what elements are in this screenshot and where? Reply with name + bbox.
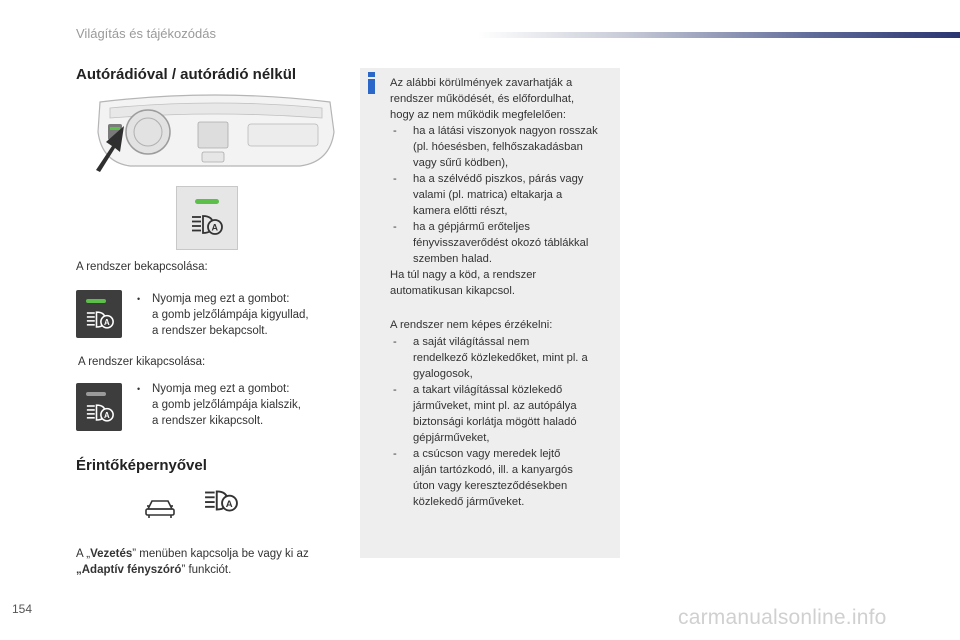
activate-step-line: Nyomja meg ezt a gombot: (152, 293, 290, 305)
svg-text:A: A (103, 317, 110, 327)
info-icon-dot (368, 72, 375, 77)
list-line: alján tartózkodó, ill. a kanyargós (413, 464, 573, 476)
auto-high-beam-icon (86, 310, 114, 330)
list-line: ha a látási viszonyok nagyon rosszak (413, 125, 598, 137)
list-line: biztonsági korlátja mögött haladó (413, 416, 577, 428)
info-intro-line: hogy az nem működik megfelelően: (390, 109, 566, 121)
dashboard-illustration (90, 92, 340, 180)
info-intro-line: Az alábbi körülmények zavarhatják a (390, 77, 573, 89)
fog-note (390, 267, 615, 299)
section-title-touchscreen: Érintőképernyővel (76, 457, 207, 474)
fog-note-line: automatikusan kikapcsol. (390, 285, 515, 297)
list-item-text (413, 334, 618, 382)
pointer-arrow-icon (92, 124, 126, 174)
list-line: a csúcson vagy meredek lejtő (413, 448, 561, 460)
info-intro-line: rendszer működését, és előfordulhat, (390, 93, 575, 105)
list-line: járműveket, mint pl. az autópálya (413, 400, 577, 412)
activate-label: A rendszer bekapcsolása: (76, 261, 208, 273)
auto-high-beam-icon (86, 403, 114, 423)
button-closeup (176, 186, 238, 250)
list-dash: - (393, 221, 397, 233)
fog-note-line: Ha túl nagy a köd, a rendszer (390, 269, 537, 281)
list-line: gépjárműveket, (413, 432, 490, 444)
touch-text-suffix: ” funkciót. (181, 564, 232, 576)
list-dash: - (393, 384, 397, 396)
deactivate-step-line: a gomb jelzőlámpája kialszik, (152, 399, 301, 411)
deactivate-label: A rendszer kikapcsolása: (78, 356, 206, 368)
touch-text-prefix2: „ (76, 564, 82, 576)
touchscreen-line-2 (76, 562, 356, 578)
car-icon (144, 496, 176, 520)
list-line: fényvisszaverődést okozó táblákkal (413, 237, 589, 249)
page-number: 154 (12, 602, 33, 616)
list-line: szemben halad. (413, 253, 492, 265)
button-on-image (76, 290, 122, 338)
auto-high-beam-icon (204, 489, 238, 513)
list-item-text (413, 171, 618, 219)
list-item-text (413, 123, 618, 171)
list-item-text (413, 446, 618, 510)
list-line: a takart világítással közlekedő (413, 384, 563, 396)
list-line: gyalogosok, (413, 368, 473, 380)
indicator-lamp-on (195, 199, 219, 204)
section-title-with-radio: Autórádióval / autórádió nélkül (76, 66, 297, 83)
list-line: ha a szélvédő piszkos, párás vagy (413, 173, 584, 185)
list-line: közlekedő járműveket. (413, 496, 525, 508)
touch-text-prefix: A „ (76, 548, 91, 560)
touchscreen-line-1 (76, 546, 356, 562)
indicator-lamp-green (86, 299, 106, 303)
step-bullet: • (137, 384, 141, 394)
list-item-text (413, 219, 618, 267)
step-bullet: • (137, 294, 141, 304)
button-off-image (76, 383, 122, 431)
activate-step-line: a gomb jelzőlámpája kigyullad, (152, 309, 309, 321)
menu-name: Vezetés (90, 548, 133, 560)
cannot-detect-heading: A rendszer nem képes érzékelni: (390, 319, 553, 331)
list-dash: - (393, 173, 397, 185)
list-line: kamera előtti részt, (413, 205, 508, 217)
watermark: carmanualsonline.info (678, 606, 887, 629)
touchscreen-instruction (76, 546, 356, 578)
list-line: (pl. hóesésben, felhőszakadásban (413, 141, 583, 153)
list-line: ha a gépjármű erőteljes (413, 221, 530, 233)
info-icon (368, 72, 376, 94)
list-line: valami (pl. matrica) eltakarja a (413, 189, 563, 201)
header-gradient-bar (478, 32, 960, 38)
indicator-lamp-grey (86, 392, 106, 396)
list-dash: - (393, 448, 397, 460)
info-icon-bar (368, 79, 375, 94)
info-intro (390, 75, 615, 123)
list-line: a saját világítással nem (413, 336, 530, 348)
list-line: rendelkező közlekedőket, mint pl. a (413, 352, 588, 364)
activate-step-text (152, 291, 352, 339)
svg-text:A: A (225, 498, 233, 510)
header-title: Világítás és tájékozódás (76, 26, 216, 41)
deactivate-step-line: a rendszer kikapcsolt. (152, 415, 264, 427)
activate-step-line: a rendszer bekapcsolt. (152, 325, 268, 337)
svg-text:A: A (103, 410, 110, 420)
deactivate-step-text (152, 381, 352, 429)
svg-text:A: A (211, 222, 218, 233)
function-name: Adaptív fényszóró (81, 564, 182, 576)
touch-text-middle: ” menüben kapcsolja be vagy ki az (132, 548, 309, 560)
list-item-text (413, 382, 618, 446)
list-dash: - (393, 125, 397, 137)
auto-high-beam-icon (191, 214, 223, 236)
list-dash: - (393, 336, 397, 348)
list-line: úton vagy kereszteződésekben (413, 480, 568, 492)
deactivate-step-line: Nyomja meg ezt a gombot: (152, 383, 290, 395)
list-line: vagy sűrű ködben), (413, 157, 509, 169)
